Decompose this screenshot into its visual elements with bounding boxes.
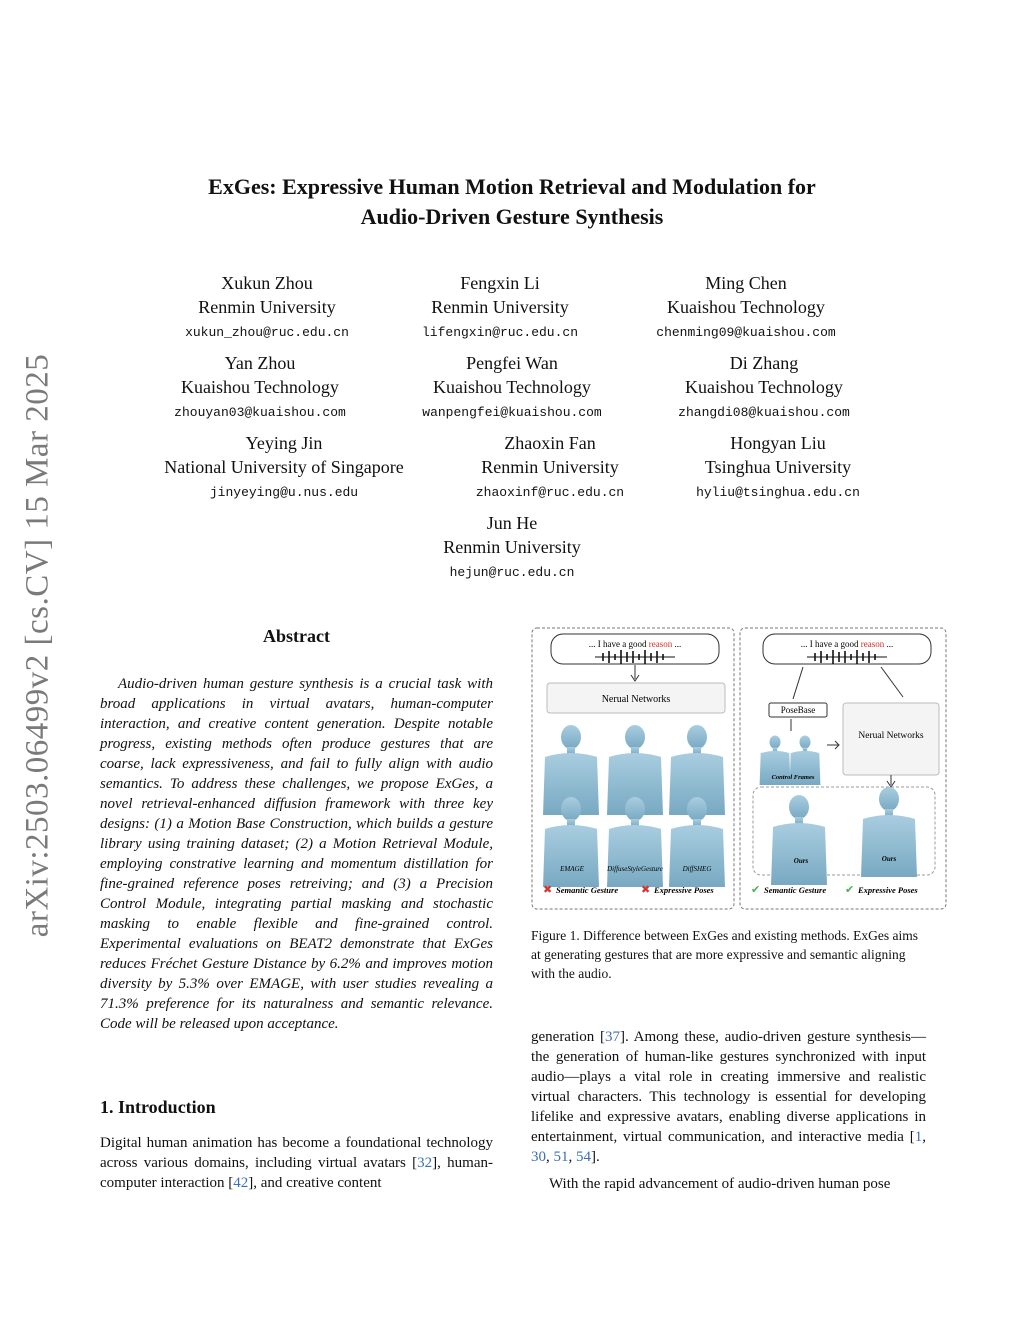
check-icon: ✔ xyxy=(751,883,761,896)
author-name: Jun He xyxy=(486,513,538,533)
method-label: DiffuseStyleGesture xyxy=(607,865,663,873)
author-affiliation: Renmin University xyxy=(481,457,619,477)
author-block xyxy=(396,351,628,423)
arrow-icon xyxy=(881,667,903,697)
author-name: Ming Chen xyxy=(705,273,787,293)
introduction-heading: 1. Introduction xyxy=(100,1097,216,1117)
abstract-heading: Abstract xyxy=(263,626,330,646)
verdict-label: Semantic Gesture xyxy=(556,885,619,895)
author-name: Fengxin Li xyxy=(460,273,540,293)
author-block xyxy=(150,351,370,423)
author-email: hejun@ruc.edu.cn xyxy=(449,565,575,580)
citation-link[interactable]: 1 xyxy=(914,1129,923,1145)
cross-icon: ✖ xyxy=(641,883,651,896)
arrow-icon xyxy=(793,667,803,699)
author-email: zhangdi08@kuaishou.com xyxy=(678,405,850,420)
author-name: Di Zhang xyxy=(729,353,799,373)
intro-text: ], human-computer interaction [ xyxy=(100,1155,493,1191)
control-frames-label: Control Frames xyxy=(771,774,815,781)
author-email: xukun_zhou@ruc.edu.cn xyxy=(185,325,349,340)
author-block xyxy=(140,431,428,503)
intro-text: ], and creative content xyxy=(248,1175,382,1191)
figure-1 xyxy=(531,625,949,913)
author-block xyxy=(402,511,622,583)
author-affiliation: Renmin University xyxy=(198,297,336,317)
introduction-paragraph xyxy=(100,1133,493,1193)
body-text: ]. Among these, audio-driven gesture synthesis—the generation of human-like gestures synchronized with input audio—plays a vital role in creating immersive and realistic virtual characters. This technology is essential for developing lifelike and expressive avatars, enabling diverse applications in entertainment, virtual communication, and interactive media [ xyxy=(531,1029,926,1145)
author-email: jinyeying@u.nus.edu xyxy=(209,485,359,500)
verdict-label: Expressive Poses xyxy=(858,885,918,895)
arxiv-identifier-text: arXiv:2503.06499v2 [cs.CV] 15 Mar 2025 xyxy=(19,353,56,937)
body-text: ]. xyxy=(591,1149,600,1165)
author-affiliation: Kuaishou Technology xyxy=(667,297,825,317)
citation-link[interactable]: 37 xyxy=(605,1029,621,1045)
right-column-paragraph: generation [37]. Among these, audio-driven gesture synthesis—the generation of human-like gestures synchronized with input audio—plays a vital role in creating immersive and realistic virtual characters. This technology is essential for developing lifelike and expressive avatars, enabling diverse applications in entertainment, virtual communication, and interactive media [1, 30, 51, 54]. xyxy=(531,1029,926,1165)
ours-gesture-figures xyxy=(771,787,917,885)
author-affiliation: Renmin University xyxy=(431,297,569,317)
speech-text: ... I have a good reason ... xyxy=(800,639,894,649)
author-affiliation: Kuaishou Technology xyxy=(181,377,339,397)
check-icon: ✔ xyxy=(845,883,855,896)
arrow-icon xyxy=(827,741,839,749)
author-name: Yeying Jin xyxy=(245,433,323,453)
verdict-label: Semantic Gesture xyxy=(764,885,827,895)
method-label: DiffSHEG xyxy=(682,865,712,873)
author-block xyxy=(654,351,874,423)
ours-label: Ours xyxy=(881,855,897,863)
neural-network-label: Nerual Networks xyxy=(858,731,924,741)
right-column-paragraph-2: With the rapid advancement of audio-driven human pose xyxy=(549,1176,891,1192)
author-block xyxy=(450,431,650,503)
author-email: lifengxin@ruc.edu.cn xyxy=(421,325,579,340)
author-name: Zhaoxin Fan xyxy=(504,433,596,453)
author-block xyxy=(160,271,374,343)
intro-text: Digital human animation has become a foundational technology across various domains, including virtual avatars [ xyxy=(100,1135,493,1171)
author-affiliation: Tsinghua University xyxy=(704,457,852,477)
person-figure-icon xyxy=(771,795,827,885)
author-affiliation: Kuaishou Technology xyxy=(433,377,591,397)
ours-label: Ours xyxy=(793,857,809,865)
method-label: EMAGE xyxy=(560,865,584,873)
author-email: zhouyan03@kuaishou.com xyxy=(174,405,346,420)
citation-link[interactable]: 32 xyxy=(417,1155,433,1171)
title-line-1: ExGes: Expressive Human Motion Retrieval and Modulation for xyxy=(208,174,816,199)
author-name: Hongyan Liu xyxy=(730,433,826,453)
author-email: zhaoxinf@ruc.edu.cn xyxy=(475,485,625,500)
title-line-2: Audio-Driven Gesture Synthesis xyxy=(360,204,664,229)
author-name: Yan Zhou xyxy=(224,353,296,373)
body-text: generation [ xyxy=(531,1029,606,1045)
posebase-label: PoseBase xyxy=(780,705,816,715)
cross-icon: ✖ xyxy=(543,883,553,896)
author-email: chenming09@kuaishou.com xyxy=(656,325,836,340)
citation-link[interactable]: 54 xyxy=(576,1149,591,1165)
neural-network-label: Nerual Networks xyxy=(601,694,671,705)
citation-link[interactable]: 42 xyxy=(233,1175,249,1191)
author-block xyxy=(393,271,607,343)
paper-title xyxy=(100,172,924,232)
person-figure-icon xyxy=(861,787,917,877)
verdict-label: Expressive Poses xyxy=(654,885,714,895)
speech-text: ... I have a good reason ... xyxy=(588,639,682,649)
arxiv-identifier-stamp xyxy=(16,350,60,940)
author-email: hyliu@tsinghua.edu.cn xyxy=(696,485,860,500)
author-block xyxy=(668,431,888,503)
author-name: Xukun Zhou xyxy=(221,273,313,293)
author-email: wanpengfei@kuaishou.com xyxy=(422,405,602,420)
author-affiliation: Kuaishou Technology xyxy=(685,377,843,397)
citation-link[interactable]: 30 xyxy=(531,1149,546,1165)
author-affiliation: National University of Singapore xyxy=(164,457,404,477)
author-affiliation: Renmin University xyxy=(443,537,581,557)
abstract-text: Audio-driven human gesture synthesis is a crucial task with broad applications in virtual avatars, human-computer interaction, and creative content generation. Despite notable progress, existing methods often produce gestures that are coarse, lack expressiveness, and fail to fully align with audio semantics. To address these challenges, we propose ExGes, a novel retrieval-enhanced diffusion framework with three key designs: (1) a Motion Base Construction, which builds a gesture library using training dataset; (2) a Motion Retrieval Module, employing constrative learning and momentum distillation for fine-grained reference poses retreiving; and (3) a Precision Control Module, integrating partial masking and stochastic masking to enable flexible and fine-grained control. Experimental evaluations on BEAT2 demonstrate that ExGes reduces Fréchet Gesture Distance by 6.2% and improves motion diversity by 5.3% over EMAGE, with user studies revealing a 71.3% preference for its naturalness and semantic relevance. Code will be released upon acceptance. xyxy=(100,676,493,1032)
author-block xyxy=(626,271,866,343)
author-name: Pengfei Wan xyxy=(466,353,558,373)
citation-link[interactable]: 51 xyxy=(553,1149,569,1165)
baseline-gesture-figures xyxy=(543,725,725,887)
figure-caption: Figure 1. Difference between ExGes and existing methods. ExGes aims at generating gestures that are more expressive and semantic aligning with the audio. xyxy=(531,928,919,981)
